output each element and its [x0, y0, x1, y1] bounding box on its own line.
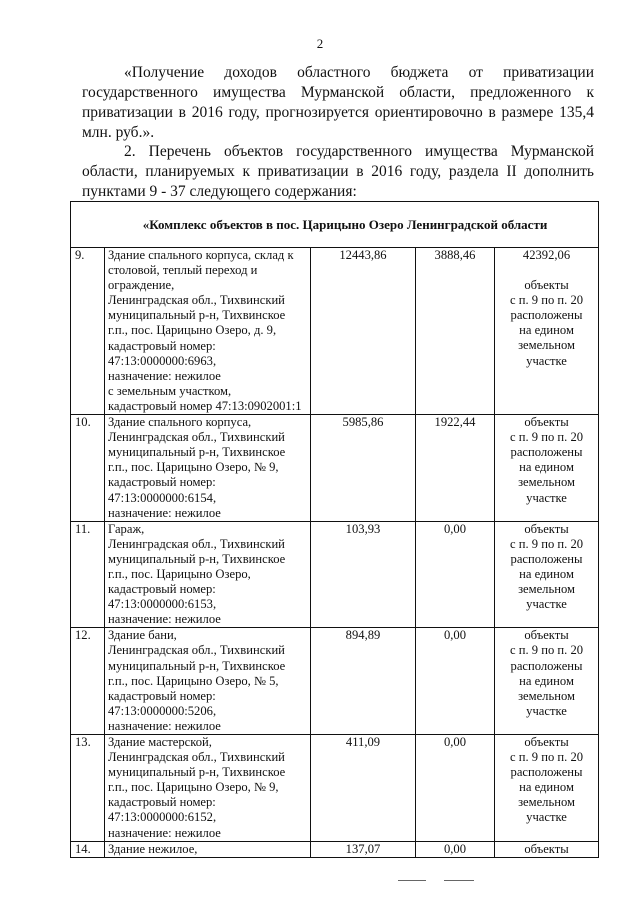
description-line: назначение: нежилое: [108, 505, 221, 520]
note-line: расположены: [510, 308, 583, 323]
description-line: с земельным участком,: [108, 383, 232, 398]
table-row: [71, 735, 599, 842]
description-line: Ленинградская обл., Тихвинский: [108, 430, 285, 445]
note-line: на едином: [519, 460, 574, 475]
description-line: 47:13:0000000:6963,: [108, 353, 217, 368]
paragraph-2: [82, 142, 594, 202]
description-line: 47:13:0000000:6152,: [108, 810, 217, 825]
note-line: с п. 9 по п. 20: [510, 430, 584, 445]
table-row: [71, 415, 599, 522]
note-line: на едином: [519, 780, 574, 795]
paragraph-line: области, планируемых к приватизации в 2016 году, раздела II дополнить: [82, 163, 594, 180]
paragraph-line: млн. руб.».: [82, 124, 155, 141]
description-line: г.п., пос. Царицыно Озеро,: [108, 566, 251, 581]
note-cell: [495, 248, 599, 415]
paragraph-line: государственного имущества Мурманской области, предложенного к: [82, 84, 594, 101]
object-description: [105, 735, 311, 842]
description-line: Ленинградская обл., Тихвинский: [108, 750, 285, 765]
description-line: ограждение,: [108, 278, 175, 293]
note-line: объекты: [524, 841, 569, 856]
paragraph-line: «Получение доходов областного бюджета от приватизации: [124, 64, 594, 81]
description-line: г.п., пос. Царицыно Озеро, д. 9,: [108, 323, 277, 338]
row-number: 11.: [71, 521, 105, 628]
description-line: кадастровый номер:: [108, 475, 216, 490]
description-line: г.п., пос. Царицыно Озеро, № 9,: [108, 460, 279, 475]
page-number: 2: [316, 36, 324, 51]
note-cell: [495, 735, 599, 842]
note-cell: [495, 628, 599, 735]
description-line: муниципальный р-н, Тихвинское: [108, 551, 286, 566]
row-number: 13.: [71, 735, 105, 842]
description-line: назначение: нежилое: [108, 368, 221, 383]
table-row: [71, 628, 599, 735]
row-number: 14.: [71, 841, 105, 857]
note-cell: [495, 841, 599, 857]
description-line: Ленинградская обл., Тихвинский: [108, 536, 285, 551]
object-description: [105, 521, 311, 628]
description-line: Ленинградская обл., Тихвинский: [108, 643, 285, 658]
paragraph-line: приватизации в 2016 году, прогнозируется ориентировочно в размере 135,4: [82, 104, 594, 121]
note-line: объекты: [524, 278, 569, 293]
description-line: Здание нежилое,: [108, 841, 198, 856]
note-line: объекты: [524, 415, 569, 430]
row-number: 12.: [71, 628, 105, 735]
note-line: земельном: [518, 338, 575, 353]
description-line: г.п., пос. Царицыно Озеро, № 9,: [108, 780, 279, 795]
description-line: муниципальный р-н, Тихвинское: [108, 445, 286, 460]
description-line: Здание спального корпуса,: [108, 415, 252, 430]
object-description: [105, 415, 311, 522]
paragraph-line: пунктами 9 - 37 следующего содержания:: [82, 183, 357, 200]
table-header: «Комплекс объектов в пос. Царицыно Озеро Ленинградской области: [71, 202, 599, 248]
description-line: назначение: нежилое: [108, 612, 221, 627]
description-line: кадастровый номер 47:13:0902001:1: [108, 398, 302, 413]
object-description: [105, 248, 311, 415]
note-line: участке: [526, 703, 567, 718]
description-line: 47:13:0000000:6154,: [108, 490, 217, 505]
note-line: участке: [526, 490, 567, 505]
description-line: назначение: нежилое: [108, 825, 221, 840]
note-line: участке: [526, 353, 567, 368]
description-line: муниципальный р-н, Тихвинское: [108, 658, 286, 673]
value-cell-1: 894,89: [311, 628, 416, 735]
value-cell-1: 137,07: [311, 841, 416, 857]
note-line: земельном: [518, 475, 575, 490]
row-number: 9.: [71, 248, 105, 415]
object-description: [105, 628, 311, 735]
description-line: Здание мастерской,: [108, 735, 212, 749]
note-line: расположены: [510, 551, 583, 566]
description-line: 47:13:0000000:5206,: [108, 703, 217, 718]
description-line: г.п., пос. Царицыно Озеро, № 5,: [108, 673, 279, 688]
note-line: земельном: [518, 795, 575, 810]
value-cell-1: 5985,86: [311, 415, 416, 522]
paragraph-1: [82, 63, 594, 143]
note-cell: [495, 415, 599, 522]
row-number: 10.: [71, 415, 105, 522]
note-line: с п. 9 по п. 20: [510, 750, 584, 765]
value-cell-2: 0,00: [416, 628, 495, 735]
description-line: кадастровый номер:: [108, 688, 216, 703]
note-line: с п. 9 по п. 20: [510, 643, 584, 658]
table-row: [71, 521, 599, 628]
note-line: с п. 9 по п. 20: [510, 293, 584, 308]
note-line: расположены: [510, 765, 583, 780]
description-line: Ленинградская обл., Тихвинский: [108, 293, 285, 308]
table-row: [71, 841, 599, 857]
value-cell-2: 0,00: [416, 841, 495, 857]
description-line: Гараж,: [108, 521, 145, 536]
note-line: с п. 9 по п. 20: [510, 536, 584, 551]
description-line: муниципальный р-н, Тихвинское: [108, 308, 286, 323]
object-description: [105, 841, 311, 857]
value-cell-2: 0,00: [416, 735, 495, 842]
description-line: муниципальный р-н, Тихвинское: [108, 765, 286, 780]
value-cell-1: 411,09: [311, 735, 416, 842]
note-line: расположены: [510, 658, 583, 673]
note-line: объекты: [524, 735, 569, 749]
description-line: кадастровый номер:: [108, 338, 216, 353]
description-line: кадастровый номер:: [108, 795, 216, 810]
description-line: столовой, теплый переход и: [108, 263, 258, 278]
description-line: Здание спального корпуса, склад к: [108, 248, 294, 262]
note-line: земельном: [518, 688, 575, 703]
note-line: объекты: [524, 521, 569, 536]
note-line: участке: [526, 597, 567, 612]
note-line: на едином: [519, 566, 574, 581]
note-line: на едином: [519, 323, 574, 338]
table-row: [71, 248, 599, 415]
note-line: на едином: [519, 673, 574, 688]
note-line: земельном: [518, 582, 575, 597]
value-cell-1: 103,93: [311, 521, 416, 628]
description-line: Здание бани,: [108, 628, 177, 643]
note-line: участке: [526, 810, 567, 825]
paragraph-line: 2. Перечень объектов государственного имущества Мурманской: [124, 143, 594, 160]
description-line: кадастровый номер:: [108, 582, 216, 597]
value-cell-3: 42392,06: [522, 248, 571, 262]
value-cell-1: 12443,86: [311, 248, 416, 415]
note-line: расположены: [510, 445, 583, 460]
value-cell-2: 1922,44: [416, 415, 495, 522]
note-cell: [495, 521, 599, 628]
description-line: 47:13:0000000:6153,: [108, 597, 217, 612]
value-cell-2: 3888,46: [416, 248, 495, 415]
description-line: назначение: нежилое: [108, 718, 221, 733]
value-cell-2: 0,00: [416, 521, 495, 628]
note-line: объекты: [524, 628, 569, 643]
page-footer-marks: [398, 880, 488, 881]
objects-table: [70, 201, 599, 858]
